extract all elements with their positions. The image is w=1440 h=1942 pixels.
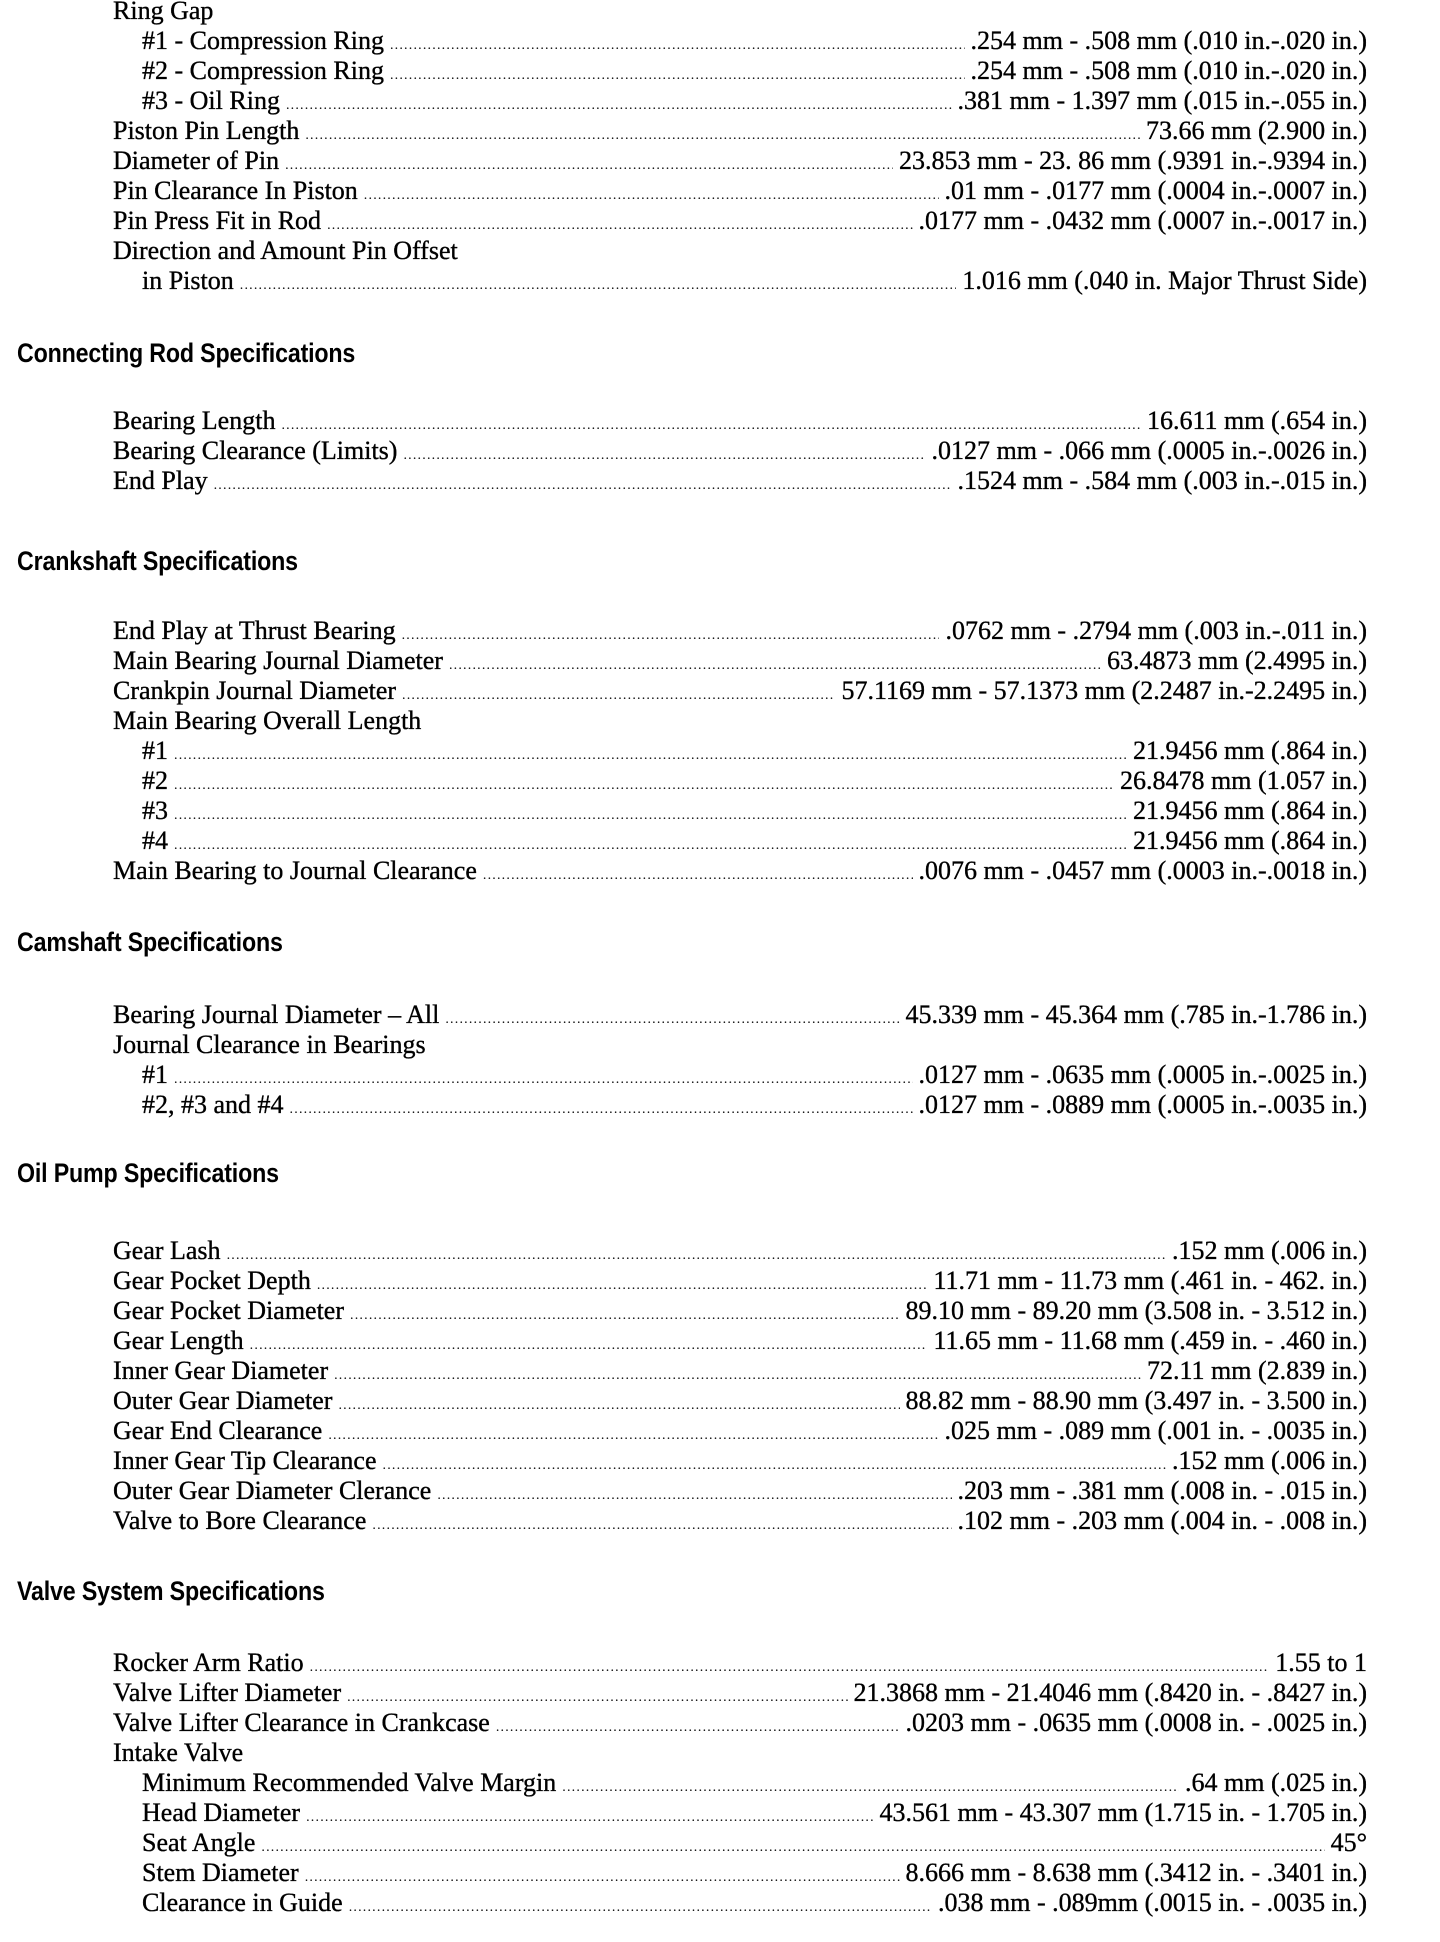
spec-label: #2 (142, 766, 168, 795)
dot-leader (445, 1005, 899, 1035)
dot-leader (285, 151, 893, 181)
dot-leader (286, 91, 952, 121)
dot-leader (240, 271, 957, 301)
spec-row (113, 736, 1367, 766)
spec-row (113, 0, 1367, 26)
spec-label: Minimum Recommended Valve Margin (142, 1768, 557, 1797)
spec-label: Stem Diameter (142, 1858, 299, 1887)
spec-label: Main Bearing Overall Length (113, 706, 422, 735)
spec-label: Piston Pin Length (113, 116, 300, 145)
spec-value: 11.65 mm - 11.68 mm (.459 in. - .460 in.) (933, 1326, 1367, 1355)
spec-row (113, 616, 1367, 646)
spec-value: .152 mm (.006 in.) (1172, 1236, 1367, 1265)
spec-label: Direction and Amount Pin Offset (113, 236, 458, 265)
dot-leader (250, 1331, 928, 1361)
spec-label: Inner Gear Tip Clearance (113, 1446, 377, 1475)
spec-value: 72.11 mm (2.839 in.) (1146, 1356, 1367, 1385)
spec-label: #2 - Compression Ring (142, 56, 384, 85)
dot-leader (227, 1241, 1166, 1271)
spec-label: #3 (142, 796, 168, 825)
spec-value: 57.1169 mm - 57.1373 mm (2.2487 in.-2.2495 in.) (841, 676, 1367, 705)
spec-label: Valve Lifter Diameter (113, 1678, 342, 1707)
dot-leader (390, 61, 965, 91)
dot-leader (350, 1301, 900, 1331)
spec-label: #3 - Oil Ring (142, 86, 280, 115)
spec-value: 45.339 mm - 45.364 mm (.785 in.-1.786 in.) (905, 1000, 1367, 1029)
spec-label: Inner Gear Diameter (113, 1356, 329, 1385)
spec-row (113, 1236, 1367, 1266)
oil-pump-spec-list (113, 1236, 1367, 1536)
section-heading-connecting-rod: Connecting Rod Specifications (17, 338, 356, 368)
spec-label: End Play at Thrust Bearing (113, 616, 396, 645)
spec-label: Bearing Journal Diameter – All (113, 1000, 440, 1029)
dot-leader (310, 1653, 1270, 1683)
spec-label: Gear Pocket Diameter (113, 1296, 345, 1325)
dot-leader (449, 651, 1101, 681)
spec-value: .01 mm - .0177 mm (.0004 in.-.0007 in.) (944, 176, 1367, 205)
dot-leader (328, 1421, 938, 1451)
spec-row (113, 1888, 1367, 1918)
spec-value: .64 mm (.025 in.) (1185, 1768, 1367, 1797)
spec-row (113, 1060, 1367, 1090)
spec-row (113, 1296, 1367, 1326)
spec-value: .0127 mm - .0635 mm (.0005 in.-.0025 in.) (918, 1060, 1367, 1089)
dot-leader (317, 1271, 928, 1301)
spec-row (113, 1768, 1367, 1798)
spec-label: Diameter of Pin (113, 146, 280, 175)
spec-value: 21.9456 mm (.864 in.) (1133, 796, 1367, 825)
spec-label: End Play (113, 466, 208, 495)
spec-row (113, 56, 1367, 86)
crankshaft-spec-list (113, 616, 1367, 886)
spec-label: Rocker Arm Ratio (113, 1648, 304, 1677)
dot-leader (349, 1893, 932, 1923)
spec-label: Valve Lifter Clearance in Crankcase (113, 1708, 490, 1737)
dot-leader (402, 621, 940, 651)
spec-label: #1 (142, 736, 168, 765)
spec-label: Gear Lash (113, 1236, 221, 1265)
spec-row (113, 206, 1367, 236)
dot-leader (174, 1065, 913, 1095)
section-heading-oil-pump: Oil Pump Specifications (17, 1158, 279, 1188)
spec-label: #1 - Compression Ring (142, 26, 384, 55)
dot-leader (562, 1773, 1179, 1803)
spec-label: Clearance in Guide (142, 1888, 343, 1917)
spec-label: Main Bearing Journal Diameter (113, 646, 443, 675)
section-heading-valve-system: Valve System Specifications (17, 1576, 325, 1606)
spec-row (113, 766, 1367, 796)
spec-value: .102 mm - .203 mm (.004 in. - .008 in.) (957, 1506, 1367, 1535)
dot-leader (261, 1833, 1324, 1863)
spec-row (113, 86, 1367, 116)
spec-value: 21.3868 mm - 21.4046 mm (.8420 in. - .8427 in.) (853, 1678, 1367, 1707)
spec-value: 16.611 mm (.654 in.) (1146, 406, 1367, 435)
spec-label: Gear End Clearance (113, 1416, 323, 1445)
spec-value: 89.10 mm - 89.20 mm (3.508 in. - 3.512 in.) (905, 1296, 1367, 1325)
section-heading-camshaft: Camshaft Specifications (17, 927, 283, 957)
spec-label: Outer Gear Diameter Clerance (113, 1476, 432, 1505)
spec-value: 21.9456 mm (.864 in.) (1133, 826, 1367, 855)
spec-label: Journal Clearance in Bearings (113, 1030, 426, 1059)
spec-value: 1.55 to 1 (1275, 1648, 1367, 1677)
dot-leader (290, 1095, 913, 1125)
spec-label: Ring Gap (113, 0, 214, 25)
spec-row (113, 1828, 1367, 1858)
connecting-rod-spec-list (113, 406, 1367, 496)
spec-label: Gear Pocket Depth (113, 1266, 311, 1295)
dot-leader (402, 681, 835, 711)
spec-value: .038 mm - .089mm (.0015 in. - .0035 in.) (938, 1888, 1367, 1917)
spec-label: Bearing Clearance (Limits) (113, 436, 398, 465)
spec-row (113, 1416, 1367, 1446)
spec-row (113, 1476, 1367, 1506)
spec-row (113, 146, 1367, 176)
spec-value: 43.561 mm - 43.307 mm (1.715 in. - 1.705 in.) (879, 1798, 1367, 1827)
dot-leader (305, 121, 1140, 151)
spec-value: 88.82 mm - 88.90 mm (3.497 in. - 3.500 in.) (905, 1386, 1367, 1415)
spec-value: .254 mm - .508 mm (.010 in.-.020 in.) (970, 56, 1367, 85)
spec-row (113, 466, 1367, 496)
spec-label: Main Bearing to Journal Clearance (113, 856, 477, 885)
dot-leader (174, 741, 1127, 771)
dot-leader (347, 1683, 847, 1713)
dot-leader (496, 1713, 900, 1743)
spec-value: 11.71 mm - 11.73 mm (.461 in. - 462. in.) (933, 1266, 1367, 1295)
spec-label: Seat Angle (142, 1828, 256, 1857)
dot-leader (403, 441, 925, 471)
spec-value: .254 mm - .508 mm (.010 in.-.020 in.) (970, 26, 1367, 55)
dot-leader (174, 831, 1127, 861)
spec-label: #2, #3 and #4 (142, 1090, 284, 1119)
section-heading-crankshaft: Crankshaft Specifications (17, 546, 298, 576)
spec-row (113, 266, 1367, 296)
spec-label: #4 (142, 826, 168, 855)
spec-label: Crankpin Journal Diameter (113, 676, 397, 705)
spec-row (113, 1386, 1367, 1416)
spec-value: .0127 mm - .066 mm (.0005 in.-.0026 in.) (931, 436, 1367, 465)
spec-row (113, 1090, 1367, 1120)
spec-value: .0203 mm - .0635 mm (.0008 in. - .0025 in.) (905, 1708, 1367, 1737)
spec-value: .203 mm - .381 mm (.008 in. - .015 in.) (957, 1476, 1367, 1505)
spec-label: Gear Length (113, 1326, 244, 1355)
dot-leader (390, 31, 965, 61)
spec-row (113, 1648, 1367, 1678)
dot-leader (364, 181, 939, 211)
spec-row (113, 1506, 1367, 1536)
dot-leader (372, 1511, 951, 1541)
dot-leader (214, 471, 952, 501)
spec-label: Pin Clearance In Piston (113, 176, 358, 205)
spec-row (113, 676, 1367, 706)
spec-row (113, 1708, 1367, 1738)
spec-value: 1.016 mm (.040 in. Major Thrust Side) (962, 266, 1367, 295)
spec-value: 63.4873 mm (2.4995 in.) (1107, 646, 1367, 675)
spec-row (113, 406, 1367, 436)
spec-label: Head Diameter (142, 1798, 301, 1827)
dot-leader (327, 211, 912, 241)
dot-leader (338, 1391, 899, 1421)
spec-row (113, 796, 1367, 826)
spec-value: 26.8478 mm (1.057 in.) (1120, 766, 1367, 795)
spec-label: Pin Press Fit in Rod (113, 206, 322, 235)
spec-value: 8.666 mm - 8.638 mm (.3412 in. - .3401 in.) (905, 1858, 1367, 1887)
spec-row (113, 1446, 1367, 1476)
spec-label: Outer Gear Diameter (113, 1386, 333, 1415)
spec-value: .0177 mm - .0432 mm (.0007 in.-.0017 in.) (918, 206, 1367, 235)
spec-row (113, 26, 1367, 56)
spec-label: Intake Valve (113, 1738, 244, 1767)
dot-leader (483, 861, 913, 891)
spec-label: in Piston (142, 266, 234, 295)
dot-leader (334, 1361, 1141, 1391)
camshaft-spec-list (113, 1000, 1367, 1120)
spec-row (113, 1000, 1367, 1030)
spec-row (113, 646, 1367, 676)
spec-value: .152 mm (.006 in.) (1172, 1446, 1367, 1475)
valve-system-spec-list (113, 1648, 1367, 1918)
spec-value: .0127 mm - .0889 mm (.0005 in.-.0035 in.) (918, 1090, 1367, 1119)
spec-value: .1524 mm - .584 mm (.003 in.-.015 in.) (957, 466, 1367, 495)
spec-label: Bearing Length (113, 406, 276, 435)
dot-leader (174, 771, 1114, 801)
spec-value: 73.66 mm (2.900 in.) (1146, 116, 1367, 145)
spec-row (113, 826, 1367, 856)
dot-leader (174, 801, 1127, 831)
dot-leader (305, 1863, 900, 1893)
spec-value: 45° (1330, 1828, 1367, 1857)
spec-label: #1 (142, 1060, 168, 1089)
dot-leader (437, 1481, 951, 1511)
spec-value: .0076 mm - .0457 mm (.0003 in.-.0018 in.) (918, 856, 1367, 885)
spec-row (113, 1326, 1367, 1356)
spec-value: 21.9456 mm (.864 in.) (1133, 736, 1367, 765)
spec-value: 23.853 mm - 23. 86 mm (.9391 in.-.9394 in.) (899, 146, 1367, 175)
dot-leader (306, 1803, 873, 1833)
dot-leader (383, 1451, 1166, 1481)
spec-value: .025 mm - .089 mm (.001 in. - .0035 in.) (944, 1416, 1367, 1445)
spec-value: .381 mm - 1.397 mm (.015 in.-.055 in.) (957, 86, 1367, 115)
piston-spec-list (113, 0, 1367, 296)
spec-label: Valve to Bore Clearance (113, 1506, 367, 1535)
spec-value: .0762 mm - .2794 mm (.003 in.-.011 in.) (945, 616, 1367, 645)
dot-leader (281, 411, 1141, 441)
